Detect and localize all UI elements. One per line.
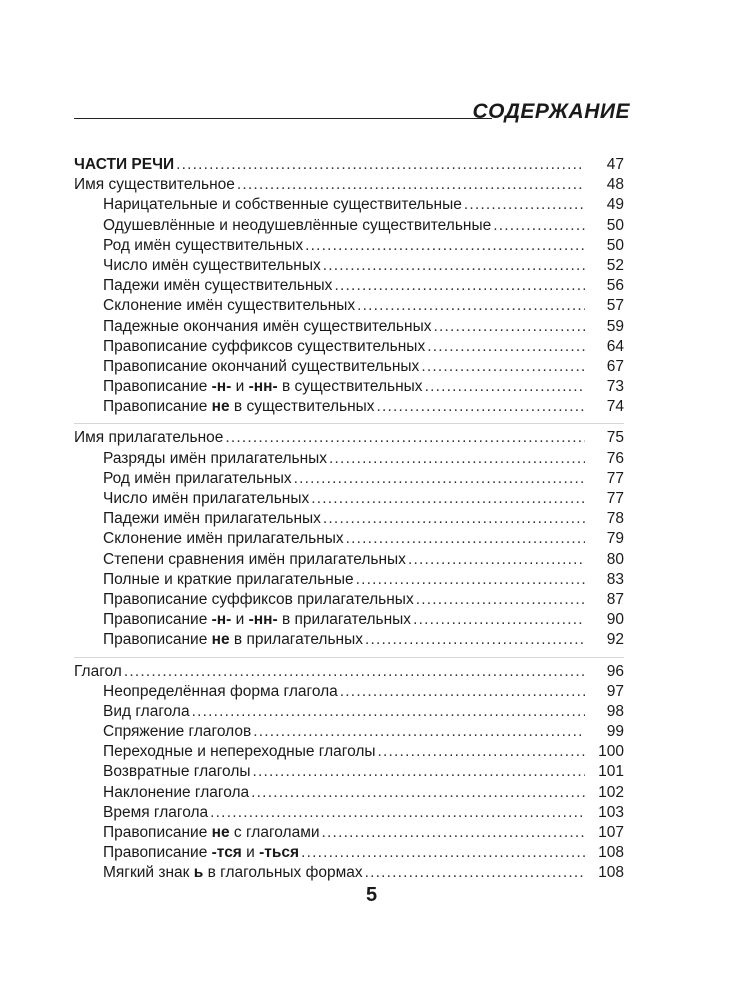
toc-entry[interactable] (74, 630, 624, 650)
toc-entry-label: Число имён существительных (103, 256, 321, 274)
toc-entry-page: 96 (606, 662, 624, 680)
toc-entry-page: 108 (598, 864, 624, 882)
toc-entry-page: 101 (598, 763, 624, 781)
toc-entry-page: 87 (606, 590, 624, 608)
toc-entry[interactable] (74, 357, 624, 377)
dot-leader (176, 155, 585, 175)
toc-entry-label: Наклонение глагола (103, 783, 250, 801)
dot-leader (225, 428, 585, 448)
toc-entry[interactable] (74, 195, 624, 215)
toc-entry-label: Род имён прилагательных (103, 469, 292, 487)
toc-entry[interactable] (74, 529, 624, 549)
dot-leader (340, 682, 585, 702)
toc-entry-label: Число имён прилагательных (103, 490, 310, 507)
toc-entry-label: Склонение имён существительных (103, 297, 356, 315)
toc-entry[interactable] (74, 550, 624, 570)
toc-entry-page: 47 (606, 156, 624, 173)
dot-leader (253, 722, 585, 742)
toc-entry-label: Переходные и непереходные глаголы (103, 743, 376, 761)
toc-entry-label: Имя существительное (74, 176, 235, 194)
section-divider (74, 657, 624, 658)
toc-entry-label: Неопределённая форма глагола (103, 682, 338, 700)
dot-leader (378, 742, 585, 762)
toc-entry-page: 83 (606, 570, 624, 588)
toc-entry-label: Вид глагола (103, 702, 190, 720)
dot-leader (413, 610, 585, 630)
toc-entry-page: 75 (606, 429, 624, 447)
toc-entry[interactable] (74, 682, 624, 702)
dot-leader (322, 823, 585, 843)
toc-entry-label: Правописание -н- и -нн- в существительных (103, 378, 423, 396)
toc-entry-page: 74 (606, 398, 624, 416)
toc-entry-page: 102 (598, 783, 624, 801)
dot-leader (294, 469, 585, 489)
toc-entry[interactable] (74, 469, 624, 489)
dot-leader (124, 662, 585, 682)
dot-leader (416, 590, 585, 610)
dot-leader (323, 256, 585, 276)
toc-entry-label: Полные и краткие прилагательные (103, 570, 354, 588)
dot-leader (357, 296, 585, 316)
toc-entry[interactable] (74, 489, 624, 509)
dot-leader (408, 550, 585, 570)
toc-entry[interactable] (74, 570, 624, 590)
dot-leader (253, 762, 585, 782)
dot-leader (377, 397, 585, 417)
toc-entry[interactable] (74, 590, 624, 610)
dot-leader (192, 702, 585, 722)
toc-entry-page: 108 (598, 844, 624, 862)
toc-entry-label: Правописание суффиксов существительных (103, 337, 426, 355)
toc-entry[interactable] (74, 317, 624, 337)
toc-entry[interactable] (74, 449, 624, 469)
toc-entry-label: Склонение имён прилагательных (103, 530, 344, 548)
toc-entry-page: 76 (606, 449, 624, 467)
toc-entry-page: 103 (598, 803, 624, 821)
toc-entry-label: Мягкий знак ь в глагольных формах (103, 864, 363, 882)
toc-entry-label: Правописание не с глаголами (103, 824, 320, 841)
dot-leader (493, 216, 585, 236)
toc-entry-label: Разряды имён прилагательных (103, 449, 328, 467)
dot-leader (425, 377, 585, 397)
toc-entry-page: 99 (606, 723, 624, 741)
toc-entry-label: Падежные окончания имён существительных (103, 317, 432, 335)
dot-leader (334, 276, 585, 296)
toc-entry-label: Имя прилагательное (74, 429, 224, 447)
dot-leader (433, 317, 585, 337)
toc-entry[interactable] (74, 236, 624, 256)
toc-entry[interactable] (74, 803, 624, 823)
toc-entry-label: Правописание окончаний существительных (103, 357, 420, 375)
toc-entry-label: Правописание суффиксов прилагательных (103, 590, 414, 608)
toc-entry-page: 100 (598, 743, 624, 761)
toc-entry-page: 50 (606, 236, 624, 254)
toc-entry-page: 64 (606, 337, 624, 355)
toc-entry[interactable] (74, 397, 624, 417)
header-rule (74, 118, 492, 119)
dot-leader (346, 529, 585, 549)
dot-leader (365, 863, 585, 883)
toc-entry[interactable] (74, 823, 624, 843)
toc-entry[interactable] (74, 762, 624, 782)
toc-entry[interactable] (74, 256, 624, 276)
toc-entry-label: Правописание не в существительных (103, 398, 375, 416)
toc-entry-page: 77 (606, 469, 624, 487)
toc-entry-label: Степени сравнения имён прилагательных (103, 550, 406, 568)
dot-leader (427, 337, 585, 357)
toc-entry[interactable] (74, 863, 624, 883)
toc-entry[interactable] (74, 216, 624, 236)
toc-entry-label: Правописание -н- и -нн- в прилагательных (103, 611, 412, 629)
toc-entry-label: Глагол (74, 662, 122, 680)
dot-leader (305, 236, 585, 256)
toc-entry-page: 48 (606, 176, 624, 194)
toc-entry-page: 80 (606, 550, 624, 568)
toc-entry-label: Правописание -тся и -ться (103, 844, 300, 862)
toc-entry-label: Падежи имён прилагательных (103, 510, 321, 528)
toc-entry[interactable] (74, 742, 624, 762)
section-divider (74, 423, 624, 424)
toc-entry-page: 57 (606, 297, 624, 315)
toc-entry[interactable] (74, 783, 624, 803)
dot-leader (210, 803, 585, 823)
dot-leader (365, 630, 585, 650)
toc-entry-page: 78 (606, 510, 624, 528)
toc-entry[interactable] (74, 155, 624, 175)
toc-entry-page: 79 (606, 530, 624, 548)
dot-leader (237, 175, 585, 195)
toc-entry[interactable] (74, 377, 624, 397)
dot-leader (251, 783, 585, 803)
toc-entry[interactable] (74, 722, 624, 742)
toc-entry-page: 50 (606, 216, 624, 234)
toc-entry-label: Время глагола (103, 803, 209, 821)
toc-entry[interactable] (74, 428, 624, 448)
toc-entry-page: 107 (598, 824, 624, 841)
toc-entry[interactable] (74, 843, 624, 863)
toc-entry-label: Возвратные глаголы (103, 763, 251, 781)
dot-leader (421, 357, 585, 377)
dot-leader (311, 489, 585, 509)
toc-entry-label: Спряжение глаголов (103, 723, 252, 741)
toc-entry[interactable] (74, 175, 624, 195)
dot-leader (323, 509, 585, 529)
dot-leader (301, 843, 585, 863)
toc-entry-label: Нарицательные и собственные существительные (103, 196, 462, 214)
toc-entry-page: 56 (606, 277, 624, 295)
toc-entry-page: 49 (606, 196, 624, 214)
toc-entry-page: 67 (606, 357, 624, 375)
dot-leader (356, 570, 585, 590)
page-title: СОДЕРЖАНИЕ (472, 100, 630, 123)
toc-entry[interactable] (74, 662, 624, 682)
toc-entry[interactable] (74, 702, 624, 722)
toc-entry-label: Правописание не в прилагательных (103, 631, 364, 649)
toc-entry-page: 73 (606, 378, 624, 396)
toc-entry-page: 52 (606, 256, 624, 274)
toc-entry-page: 98 (606, 702, 624, 720)
toc-entry-label: Род имён существительных (103, 236, 304, 254)
dot-leader (464, 195, 585, 215)
toc-entry-page: 97 (606, 682, 624, 700)
toc-header (74, 100, 630, 124)
toc-entry-page: 92 (606, 631, 624, 649)
toc-entry[interactable] (74, 509, 624, 529)
toc-entry[interactable] (74, 296, 624, 316)
toc-entry-label: ЧАСТИ РЕЧИ (74, 156, 175, 173)
toc-entry-page: 77 (606, 490, 624, 507)
toc-entry-label: Одушевлённые и неодушевлённые существительные (103, 216, 492, 234)
toc-entry[interactable] (74, 276, 624, 296)
page-number: 5 (365, 884, 378, 906)
dot-leader (329, 449, 585, 469)
toc-entry-page: 90 (606, 611, 624, 629)
toc-entry[interactable] (74, 337, 624, 357)
toc-entry[interactable] (74, 610, 624, 630)
table-of-contents (74, 155, 624, 884)
toc-entry-page: 59 (606, 317, 624, 335)
toc-entry-label: Падежи имён существительных (103, 277, 333, 295)
